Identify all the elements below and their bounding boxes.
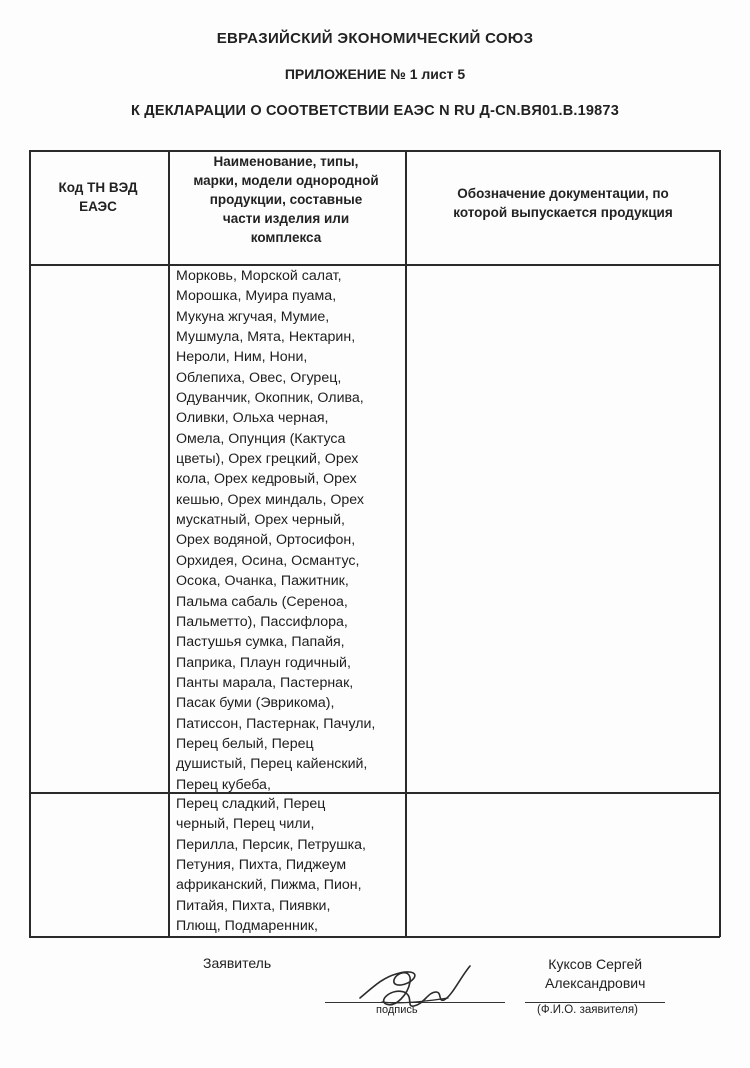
applicant-name: Куксов Сергей Александрович (545, 956, 646, 991)
union-title: ЕВРАЗИЙСКИЙ ЭКОНОМИЧЕСКИЙ СОЮЗ (216, 30, 534, 47)
appendix-title: ПРИЛОЖЕНИЕ № 1 лист 5 (284, 66, 466, 82)
column-header-code: Код ТН ВЭД ЕАЭС (58, 180, 138, 214)
handwritten-signature (352, 958, 482, 1022)
column-header-documentation: Обозначение документации, по которой выпускается продукция (453, 186, 673, 220)
fio-line (525, 1002, 665, 1003)
signature-caption: подпись (376, 1004, 418, 1016)
table-row-2-products: Перец сладкий, Перец черный, Перец чили, Перилла, Персик, Петрушка, Петуния, Пихта, Пиджеум африканский, Пижма, Пион, Питайя, Пихта, Пиявки, Плющ, Подмаренник, (176, 796, 366, 935)
declaration-number-title: К ДЕКЛАРАЦИИ О СООТВЕТСТВИИ ЕАЭС N RU Д-CN.BЯ01.B.19873 (131, 103, 619, 119)
table-col-divider-2 (405, 150, 407, 937)
fio-caption: (Ф.И.О. заявителя) (537, 1004, 638, 1016)
column-header-products: Наименование, типы, марки, модели однородной продукции, составные части изделия или комплекса (193, 154, 379, 245)
table-col-divider-1 (168, 150, 170, 937)
table-border-left (29, 150, 31, 937)
table-row-1-products: Морковь, Морской салат, Морошка, Муира пуама, Мукуна жгучая, Мумие, Мушмула, Мята, Нектарин, Нероли, Ним, Нони, Облепиха, Овес, Огурец, Одуванчик, Окопник, Олива, Оливки, Ольха черная, Омела, Опунция (Кактуса цветы), Орех грецкий, Орех кола, Орех кедровый, Орех кешью, Орех миндаль, Орех мускатный, Орех черный, Орех водяной, Ортосифон, Орхидея, Осина, Османтус, Осока, Очанка, Пажитник, Пальма сабаль (Сереноа, Пальметто), Пассифлора, Пастушья сумка, Папайя, Паприка, Плаун годичный, Панты марала, Пастернак, Пасак буми (Эврикома), Патиссон, Пастернак, Пачули, Перец белый, Перец душистый, Перец кайенский, Перец кубеба, (176, 268, 376, 793)
table-border-right (719, 150, 721, 937)
applicant-label: Заявитель (203, 955, 272, 971)
